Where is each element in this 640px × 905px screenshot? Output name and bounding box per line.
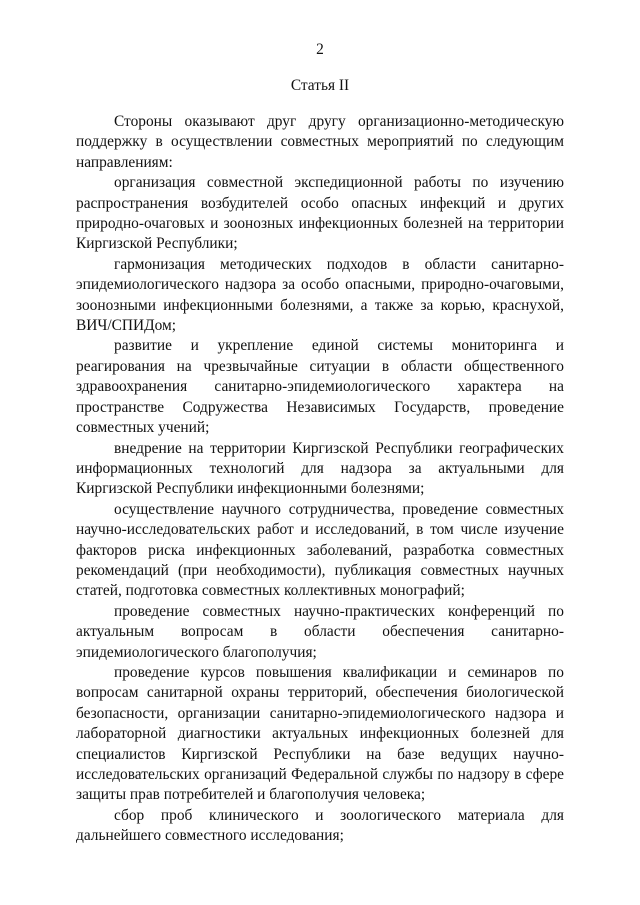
article-title: Статья II (290, 77, 350, 94)
paragraph-expedition-work: организация совместной экспедиционной работы по изучению распространения возбудителей особо опасных инфекций и других природно-очаговых и зоонозных инфекционных болезней на территории Киргизской Республики; (76, 174, 564, 253)
paragraph-training-courses: проведение курсов повышения квалификации и семинаров по вопросам санитарной охраны территорий, обеспечения биологической безопасности, организации санитарно-эпидемиологического надзора и лабораторной диагностики актуальных инфекционных болезней для специалистов Киргизской Республики на базе ведущих научно-исследовательских организаций Федеральной службы по надзору в сфере защиты прав потребителей и благополучия человека; (76, 663, 564, 804)
paragraph-conferences: проведение совместных научно-практических конференций по актуальным вопросам в области обеспечения санитарно-эпидемиологического благополучия; (76, 602, 564, 661)
paragraph-monitoring-system: развитие и укрепление единой системы мониторинга и реагирования на чрезвычайные ситуации в области общественного здравоохранения санитарно-эпидемиологического характера на пространстве Содружества Независимых Государств, проведение совместных учений; (76, 337, 564, 437)
paragraph-harmonization: гармонизация методических подходов в области санитарно-эпидемиологического надзора за особо опасными, природно-очаговыми, зоонозными инфекционными болезнями, а также за корью, краснухой, ВИЧ/СПИДом; (76, 255, 564, 335)
paragraph-sample-collection: сбор проб клинического и зоологического материала для дальнейшего совместного исследования; (76, 806, 564, 845)
article-body (76, 112, 564, 847)
paragraph-scientific-cooperation: осуществление научного сотрудничества, проведение совместных научно-исследовательских работ и исследований, в том числе изучение факторов риска инфекционных заболеваний, разработка совместных рекомендаций (при необходимости), публикация совместных научных статей, подготовка совместных коллективных монографий; (76, 500, 564, 600)
paragraph-gis-technologies: внедрение на территории Киргизской Республики географических информационных технологий для надзора за актуальными для Киргизской Республики инфекционными болезнями; (76, 439, 564, 498)
paragraph-intro: Стороны оказывают друг другу организационно-методическую поддержку в осуществлении совместных мероприятий по следующим направлениям: (76, 113, 564, 171)
page-number: 2 (316, 41, 324, 58)
